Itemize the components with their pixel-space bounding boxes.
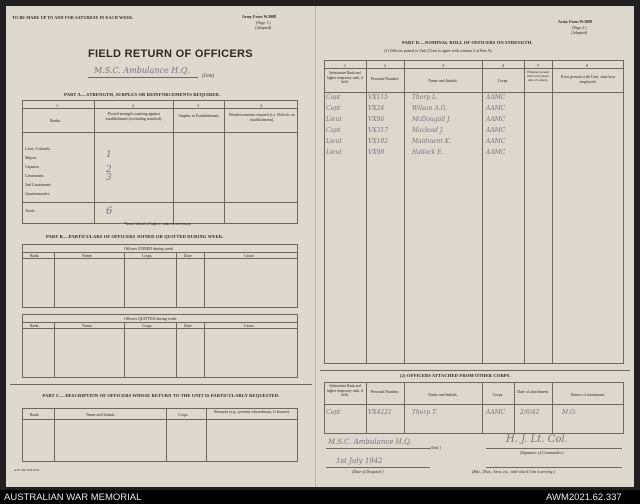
d-row6-corps: AAMC [486, 149, 506, 156]
unit-label: (Unit) [202, 74, 215, 79]
joined-col-date: Date. [184, 253, 193, 258]
d2-rank-hand: Capt [326, 409, 341, 416]
part-d-subtitle: (1) Officers posted to Unit (Total to agree with column 2 of Part A). [384, 48, 493, 53]
quitted-col-name: Name. [82, 323, 93, 328]
joined-title: Officers JOINED during week. [124, 246, 174, 251]
joined-col-rank: Rank. [30, 253, 40, 258]
form-title: FIELD RETURN OF OFFICERS [88, 48, 253, 60]
d2-corps-hand: AAMC [486, 409, 506, 416]
unit-handwritten: M.S.C. Ambulance H.Q. [94, 66, 190, 75]
d-col-num-1: 1 [344, 63, 346, 68]
header-reinforcements: Reinforcements required (i.e. Deficits on establishment). [229, 112, 295, 122]
footer-credit: AUSTRALIAN WAR MEMORIAL [4, 492, 142, 503]
d2-col-rank: Substantive Rank and higher temporary rank, if held. [326, 384, 364, 397]
row-majors: Majors [25, 155, 37, 160]
footer-id: AWM2021.62.337 [546, 492, 622, 503]
dispatch-label: (Date of Despatch.) [352, 469, 384, 474]
part-c-col-corps: Corps. [178, 412, 189, 417]
d2-date-hand: 2/6/42 [520, 409, 540, 416]
d-col-num-2: 2 [384, 63, 386, 68]
d-col-num-3: 3 [442, 63, 444, 68]
top-note: TO BE MADE UP TO AND FOR SATURDAY IN EACH WEEK. [12, 15, 134, 20]
part-c-col-name: Name and Initials. [86, 412, 116, 417]
d2-num-hand: VX4221 [368, 409, 392, 416]
d-row4-rank: Capt [326, 127, 341, 134]
hand-captains-count: 2 [106, 165, 112, 175]
quitted-col-date: Date. [184, 323, 193, 328]
d-row4-name: Macleod J. [412, 127, 444, 134]
d2-col-number: Personal Number. [370, 389, 400, 394]
d-row1-name: Thorp L. [412, 94, 438, 101]
d-row1-num: VX115 [368, 94, 389, 101]
row-lt-colonels: Lieut.-Colonels [25, 146, 50, 151]
d-row6-rank: Lieut [326, 149, 342, 156]
row-captains: Captains [25, 164, 39, 169]
joined-col-name: Name. [82, 253, 93, 258]
d-row6-num: VX98 [368, 149, 385, 156]
quitted-table [22, 314, 298, 378]
part-c-table [22, 408, 298, 462]
part-c-col-rank: Rank. [30, 412, 40, 417]
fold-line-right [320, 370, 630, 371]
header-posted: Posted strength counting against establishment (excluding attached). [105, 111, 163, 121]
d-row5-corps: AAMC [486, 138, 506, 145]
unit-label-right: (Unit.) [430, 445, 441, 450]
part-c-col-remarks: Remarks (e.g., present whereabouts, if known). [214, 409, 290, 414]
col-num-1: 1 [56, 103, 58, 108]
joined-col-cause: Cause. [244, 253, 255, 258]
bde-label: (Bde., Divn., Area, etc., with which Unit is serving.) [472, 469, 555, 474]
d-row2-corps: AAMC [486, 105, 506, 112]
part-a-footnote: *Insert detail of higher ranks as necessary. [124, 221, 192, 226]
d-row6-name: Hallock E. [412, 149, 444, 156]
unit-hand-right: M.S.C. Ambulance H.Q. [328, 438, 412, 446]
d-row3-num: VX96 [368, 116, 385, 123]
print-ref: A.B. 9th Edn 3/41 [14, 468, 40, 472]
d-col-corps: Corps. [497, 78, 509, 83]
d-col-present: Whether present with Unit (insert date of return). [526, 70, 550, 83]
left-page [6, 6, 316, 487]
d2-nature-hand: M.O. [562, 409, 577, 416]
quitted-col-corps: Corps. [142, 323, 153, 328]
d2-col-date: Date of attachment. [517, 389, 549, 394]
d-row3-rank: Lieut [326, 116, 342, 123]
fold-line-left [10, 384, 312, 385]
joined-table [22, 244, 298, 308]
d-row2-num: VX24 [368, 105, 385, 112]
row-2nd-lieutenants: 2nd Lieutenants [25, 182, 51, 187]
d-row5-num: VX102 [368, 138, 389, 145]
d2-col-name: Name and Initials. [428, 392, 458, 397]
header-ranks: Ranks. [50, 118, 61, 123]
d-row5-name: Maidment K. [412, 138, 452, 145]
hand-totals-count: 6 [106, 206, 113, 217]
quitted-title: Officers QUITTED during week. [124, 316, 178, 321]
header-surplus: Surplus to Establishment. [178, 113, 220, 118]
d-col-num-6: 6 [586, 63, 588, 68]
col-num-4: 4 [260, 103, 262, 108]
right-form-ref-sub2: (Adapted) [571, 30, 588, 35]
signature-label: (Signature of Commander.) [520, 450, 564, 455]
row-totals: Totals [25, 208, 35, 213]
form-ref: Army Form W.3008 [242, 14, 277, 19]
d-col-employment: If not present with Unit, state how employed. [560, 74, 616, 84]
col-num-3: 3 [197, 103, 199, 108]
signature-hand: H. J. Lt. Col. [506, 434, 568, 445]
footer-bar [0, 490, 640, 504]
d-col-num-5: 5 [537, 63, 539, 68]
d-col-number: Personal Number. [370, 76, 400, 81]
d-row1-corps: AAMC [486, 94, 506, 101]
d-row4-num: VX317 [368, 127, 389, 134]
d2-name-hand: Thorp T. [412, 409, 438, 416]
d2-col-corps: Corps. [492, 392, 504, 397]
row-quartermasters: Quartermasters [25, 191, 50, 196]
d2-col-nature: Nature of attachment. [570, 392, 606, 397]
quitted-col-cause: Cause. [244, 323, 255, 328]
part-b-title: PART B.—PARTICULARS OF OFFICERS JOINED OR QUITTED DURING WEEK. [46, 234, 224, 239]
joined-col-corps: Corps. [142, 253, 153, 258]
row-lieutenants: Lieutenants [25, 173, 44, 178]
form-ref-sub: (Page 1.) [256, 20, 271, 25]
form-ref-sub2: (Adapted) [255, 25, 272, 30]
hand-lieutenants-count: 3 [106, 173, 112, 183]
part-d2-title: (2) OFFICERS ATTACHED FROM OTHER CORPS. [400, 373, 511, 378]
part-a-title: PART A.—STRENGTH, SURPLUS OR REINFORCEMENTS REQUIRED. [64, 92, 221, 97]
d-col-rank: Substantive Rank and higher temporary rank, if held. [326, 71, 364, 84]
d-row1-rank: Capt [326, 94, 341, 101]
hand-ltcol-count: 1 [106, 150, 112, 160]
d-row3-corps: AAMC [486, 116, 506, 123]
d-row3-name: McDougall J. [412, 116, 451, 123]
right-form-ref: Army Form W.3008 [558, 19, 593, 24]
d-row2-rank: Capt [326, 105, 341, 112]
quitted-col-rank: Rank. [30, 323, 40, 328]
col-num-2: 2 [132, 103, 134, 108]
right-form-ref-sub: (Page 2.) [572, 25, 587, 30]
unit-underline [88, 77, 198, 78]
d-row5-rank: Lieut [326, 138, 342, 145]
d-col-num-4: 4 [502, 63, 504, 68]
dispatch-hand: 1st July 1942 [336, 457, 383, 465]
d-row4-corps: AAMC [486, 127, 506, 134]
d-row2-name: Wilson A.G. [412, 105, 448, 112]
d-col-name: Name and Initials. [428, 78, 458, 83]
part-d-title: PART D.—NOMINAL ROLL OF OFFICERS ON STRENGTH. [402, 40, 533, 45]
right-page [316, 6, 634, 487]
part-c-title: PART C.—DESCRIPTION OF OFFICERS WHOSE RETURN TO THE UNIT IS PARTICULARLY REQUESTED. [42, 393, 280, 398]
